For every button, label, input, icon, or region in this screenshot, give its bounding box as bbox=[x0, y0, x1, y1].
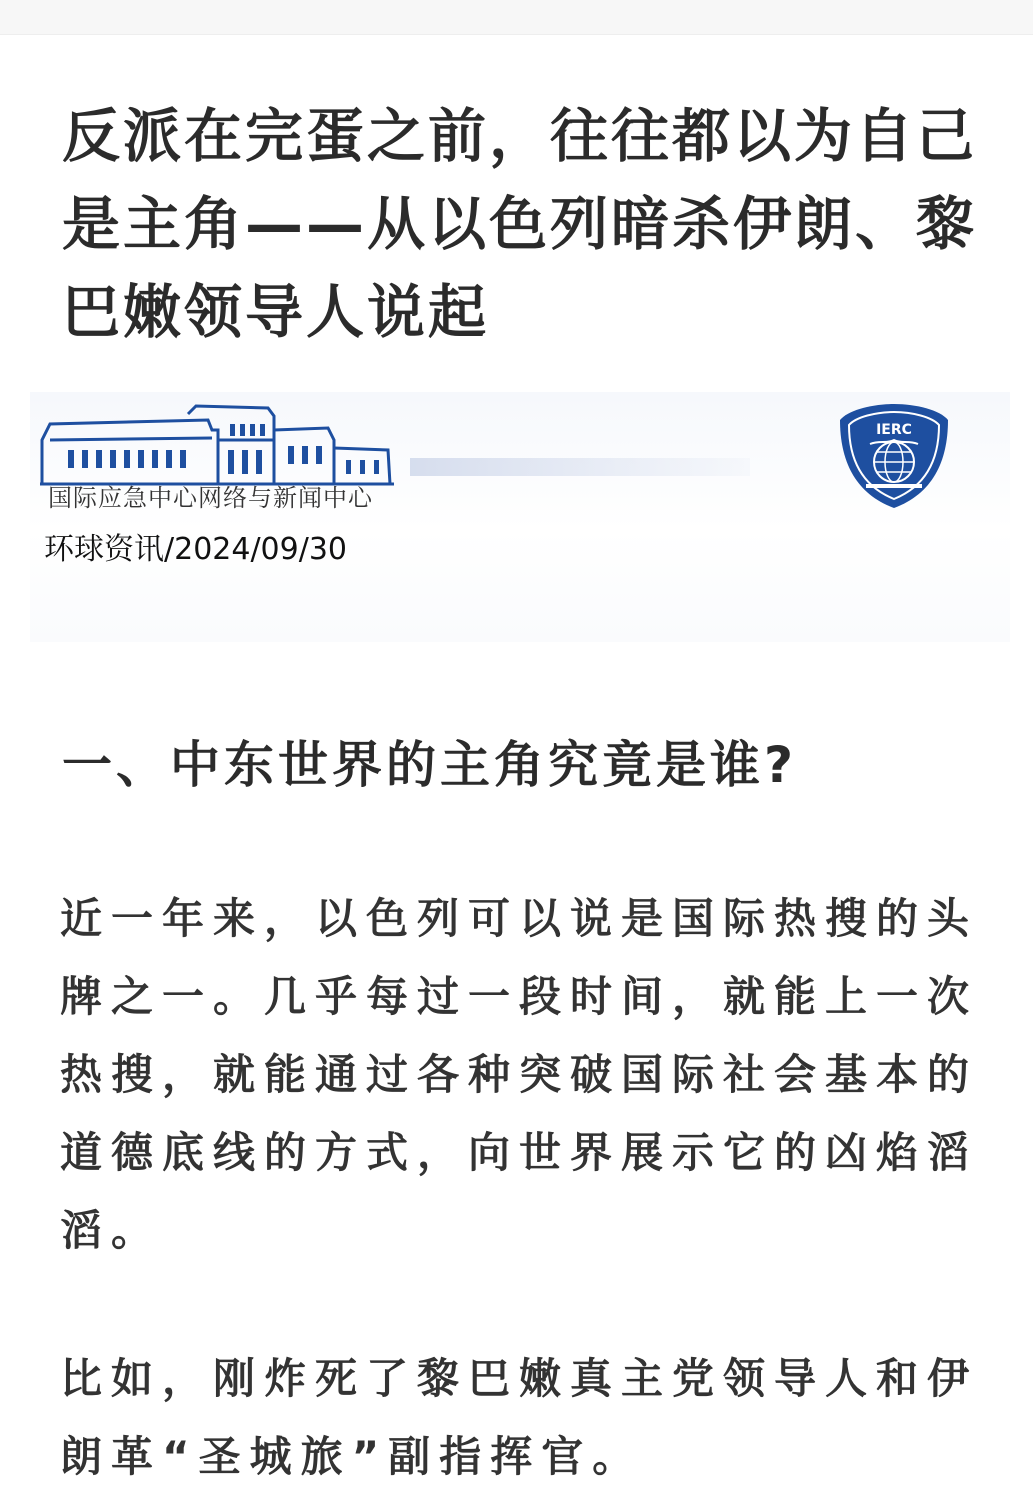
source-date-line: 环球资讯/2024/09/30 bbox=[44, 532, 348, 567]
emblem-text: IERC bbox=[876, 422, 912, 438]
org-name: 国际应急中心网络与新闻中心 bbox=[48, 484, 373, 512]
top-edge bbox=[0, 0, 1033, 35]
body-paragraph-2: 比如，刚炸死了黎巴嫩真主党领导人和伊朗革“圣城旅”副指挥官。 bbox=[60, 1354, 979, 1481]
ierc-emblem-icon bbox=[836, 400, 952, 512]
header-banner bbox=[30, 392, 1010, 642]
banner-fade-strip bbox=[410, 458, 750, 476]
body-paragraph-1: 近一年来，以色列可以说是国际热搜的头牌之一。几乎每过一段时间，就能上一次热搜，就能通过各种突破国际社会基本的道德底线的方式，向世界展示它的凶焰滔滔。 bbox=[60, 894, 979, 1255]
section-heading: 一、中东世界的主角究竟是谁? bbox=[62, 736, 798, 794]
building-illustration-icon bbox=[38, 400, 398, 490]
article-title: 反派在完蛋之前，往往都以为自己是主角——从以色列暗杀伊朗、黎巴嫩领导人说起 bbox=[62, 102, 978, 346]
